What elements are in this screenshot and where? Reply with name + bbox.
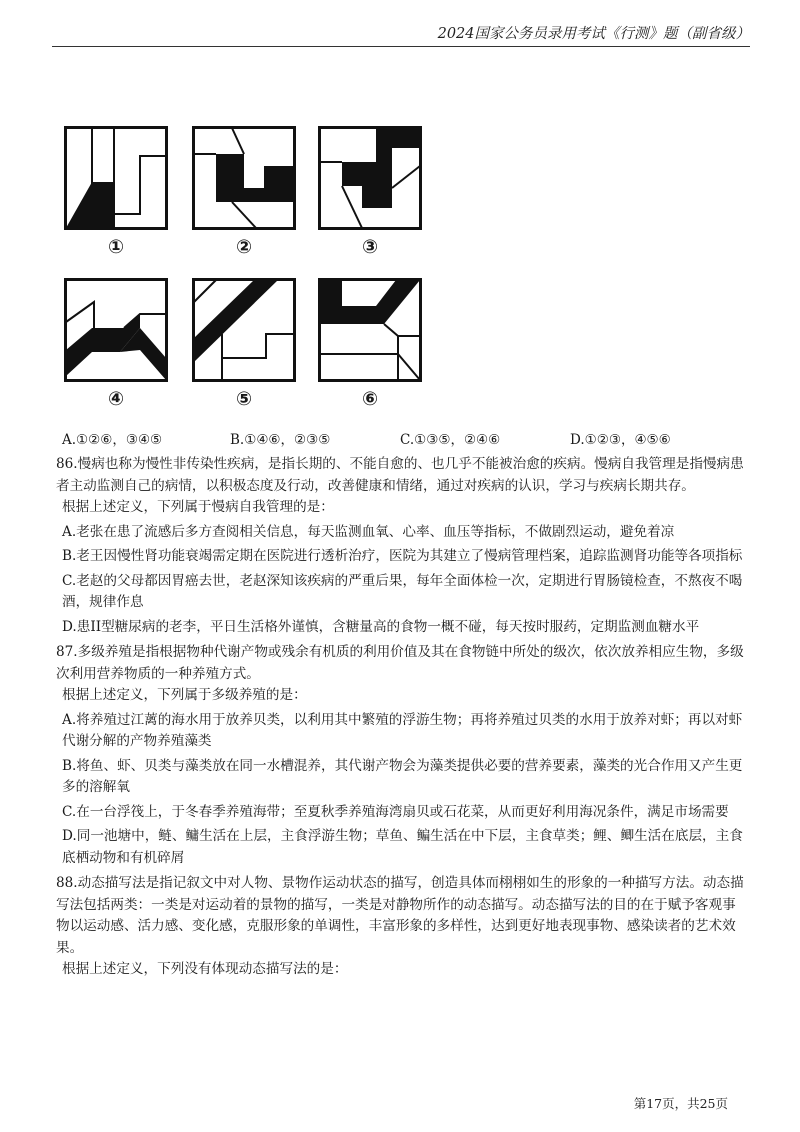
figure-2-label: ② (235, 236, 253, 258)
figure-5 (192, 278, 296, 382)
q85-option-a[interactable]: A.①②⑥，③④⑤ (62, 432, 163, 448)
figure-4 (64, 278, 168, 382)
figure-6 (318, 278, 422, 382)
page-number: 第17页，共25页 (633, 1096, 728, 1111)
q87-ask: 根据上述定义，下列属于多级养殖的是： (62, 687, 307, 703)
figure-5-label: ⑤ (235, 388, 253, 410)
figure-1 (64, 126, 168, 230)
q87-choice-a[interactable]: A.将养殖过江蓠的海水用于放养贝类，以利用其中繁殖的浮游生物；再将养殖过贝类的水用于放养对虾；再以对虾代谢分解的产物养殖藻类 (62, 711, 743, 749)
header-divider (52, 46, 750, 47)
figure-1-label: ① (107, 236, 125, 258)
question-87 (56, 642, 746, 869)
q86-choice-a[interactable]: A.老张在患了流感后多方查阅相关信息，每天监测血氧、心率、血压等指标，不做剧烈运动，避免着凉 (62, 523, 675, 540)
q86-choice-c[interactable]: C.老赵的父母都因胃癌去世，老赵深知该疾病的严重后果，每年全面体检一次，定期进行胃肠镜检查，不熬夜不喝酒，规律作息 (62, 572, 743, 610)
figure-3 (318, 126, 422, 230)
q85-option-b[interactable]: B.①④⑥，②③⑤ (230, 432, 331, 448)
q86-choice-d[interactable]: D.患II型糖尿病的老李，平日生活格外谨慎，含糖量高的食物一概不碰，每天按时服药，定期监测血糖水平 (62, 618, 700, 635)
q85-option-c[interactable]: C.①③⑤，②④⑥ (400, 432, 501, 448)
figure-4-label: ④ (107, 388, 125, 410)
q87-choice-c[interactable]: C.在一台浮筏上，于冬春季养殖海带；至夏秋季养殖海湾扇贝或石花菜，从而更好利用海况条件，满足市场需要 (62, 803, 729, 820)
figure-2 (192, 126, 296, 230)
q86-stem: 86.慢病也称为慢性非传染性疾病，是指长期的、不能自愈的、也几乎不能被治愈的疾病。慢病自我管理是指慢病患者主动监测自己的病情，以积极态度及行动，改善健康和情绪，通过对疾病的认识，学习与疾病长期共存。 (56, 456, 744, 494)
q85-option-d[interactable]: D.①②③，④⑤⑥ (570, 432, 671, 448)
page-header: 2024国家公务员录用考试《行测》题（副省级） (437, 26, 750, 42)
q86-choice-b[interactable]: B.老王因慢性肾功能衰竭需定期在医院进行透析治疗，医院为其建立了慢病管理档案，追踪监测肾功能等各项指标 (62, 548, 743, 564)
q87-choice-b[interactable]: B.将鱼、虾、贝类与藻类放在同一水槽混养，其代谢产物会为藻类提供必要的营养要素，藻类的光合作用又产生更多的溶解氧 (62, 757, 743, 795)
question-86 (56, 454, 746, 638)
q88-stem: 88.动态描写法是指记叙文中对人物、景物作运动状态的描写，创造具体而栩栩如生的形象的一种描写方法。动态描写法包括两类：一类是对运动着的景物的描写，一类是对静物所作的动态描写。动态描写法的目的在于赋予客观事物以运动感、活力感、变化感，克服形象的单调性，丰富形象的多样性，达到更好地表现事物、感染读者的艺术效果。 (56, 875, 744, 956)
question-content (56, 454, 746, 985)
q87-stem: 87.多级养殖是指根据物种代谢产物或残余有机质的利用价值及其在食物链中所处的级次，依次放养相应生物，多级次利用营养物质的一种养殖方式。 (56, 644, 744, 682)
q86-ask: 根据上述定义，下列属于慢病自我管理的是： (62, 499, 334, 515)
question-88 (56, 873, 746, 981)
q88-ask: 根据上述定义，下列没有体现动态描写法的是： (62, 961, 348, 977)
figure-6-label: ⑥ (361, 388, 379, 410)
q87-choice-d[interactable]: D.同一池塘中，鲢、鳙生活在上层，主食浮游生物；草鱼、鳊生活在中下层，主食草类；鲤、鲫生活在底层，主食底栖动物和有机碎屑 (62, 828, 743, 866)
figure-3-label: ③ (361, 236, 379, 258)
